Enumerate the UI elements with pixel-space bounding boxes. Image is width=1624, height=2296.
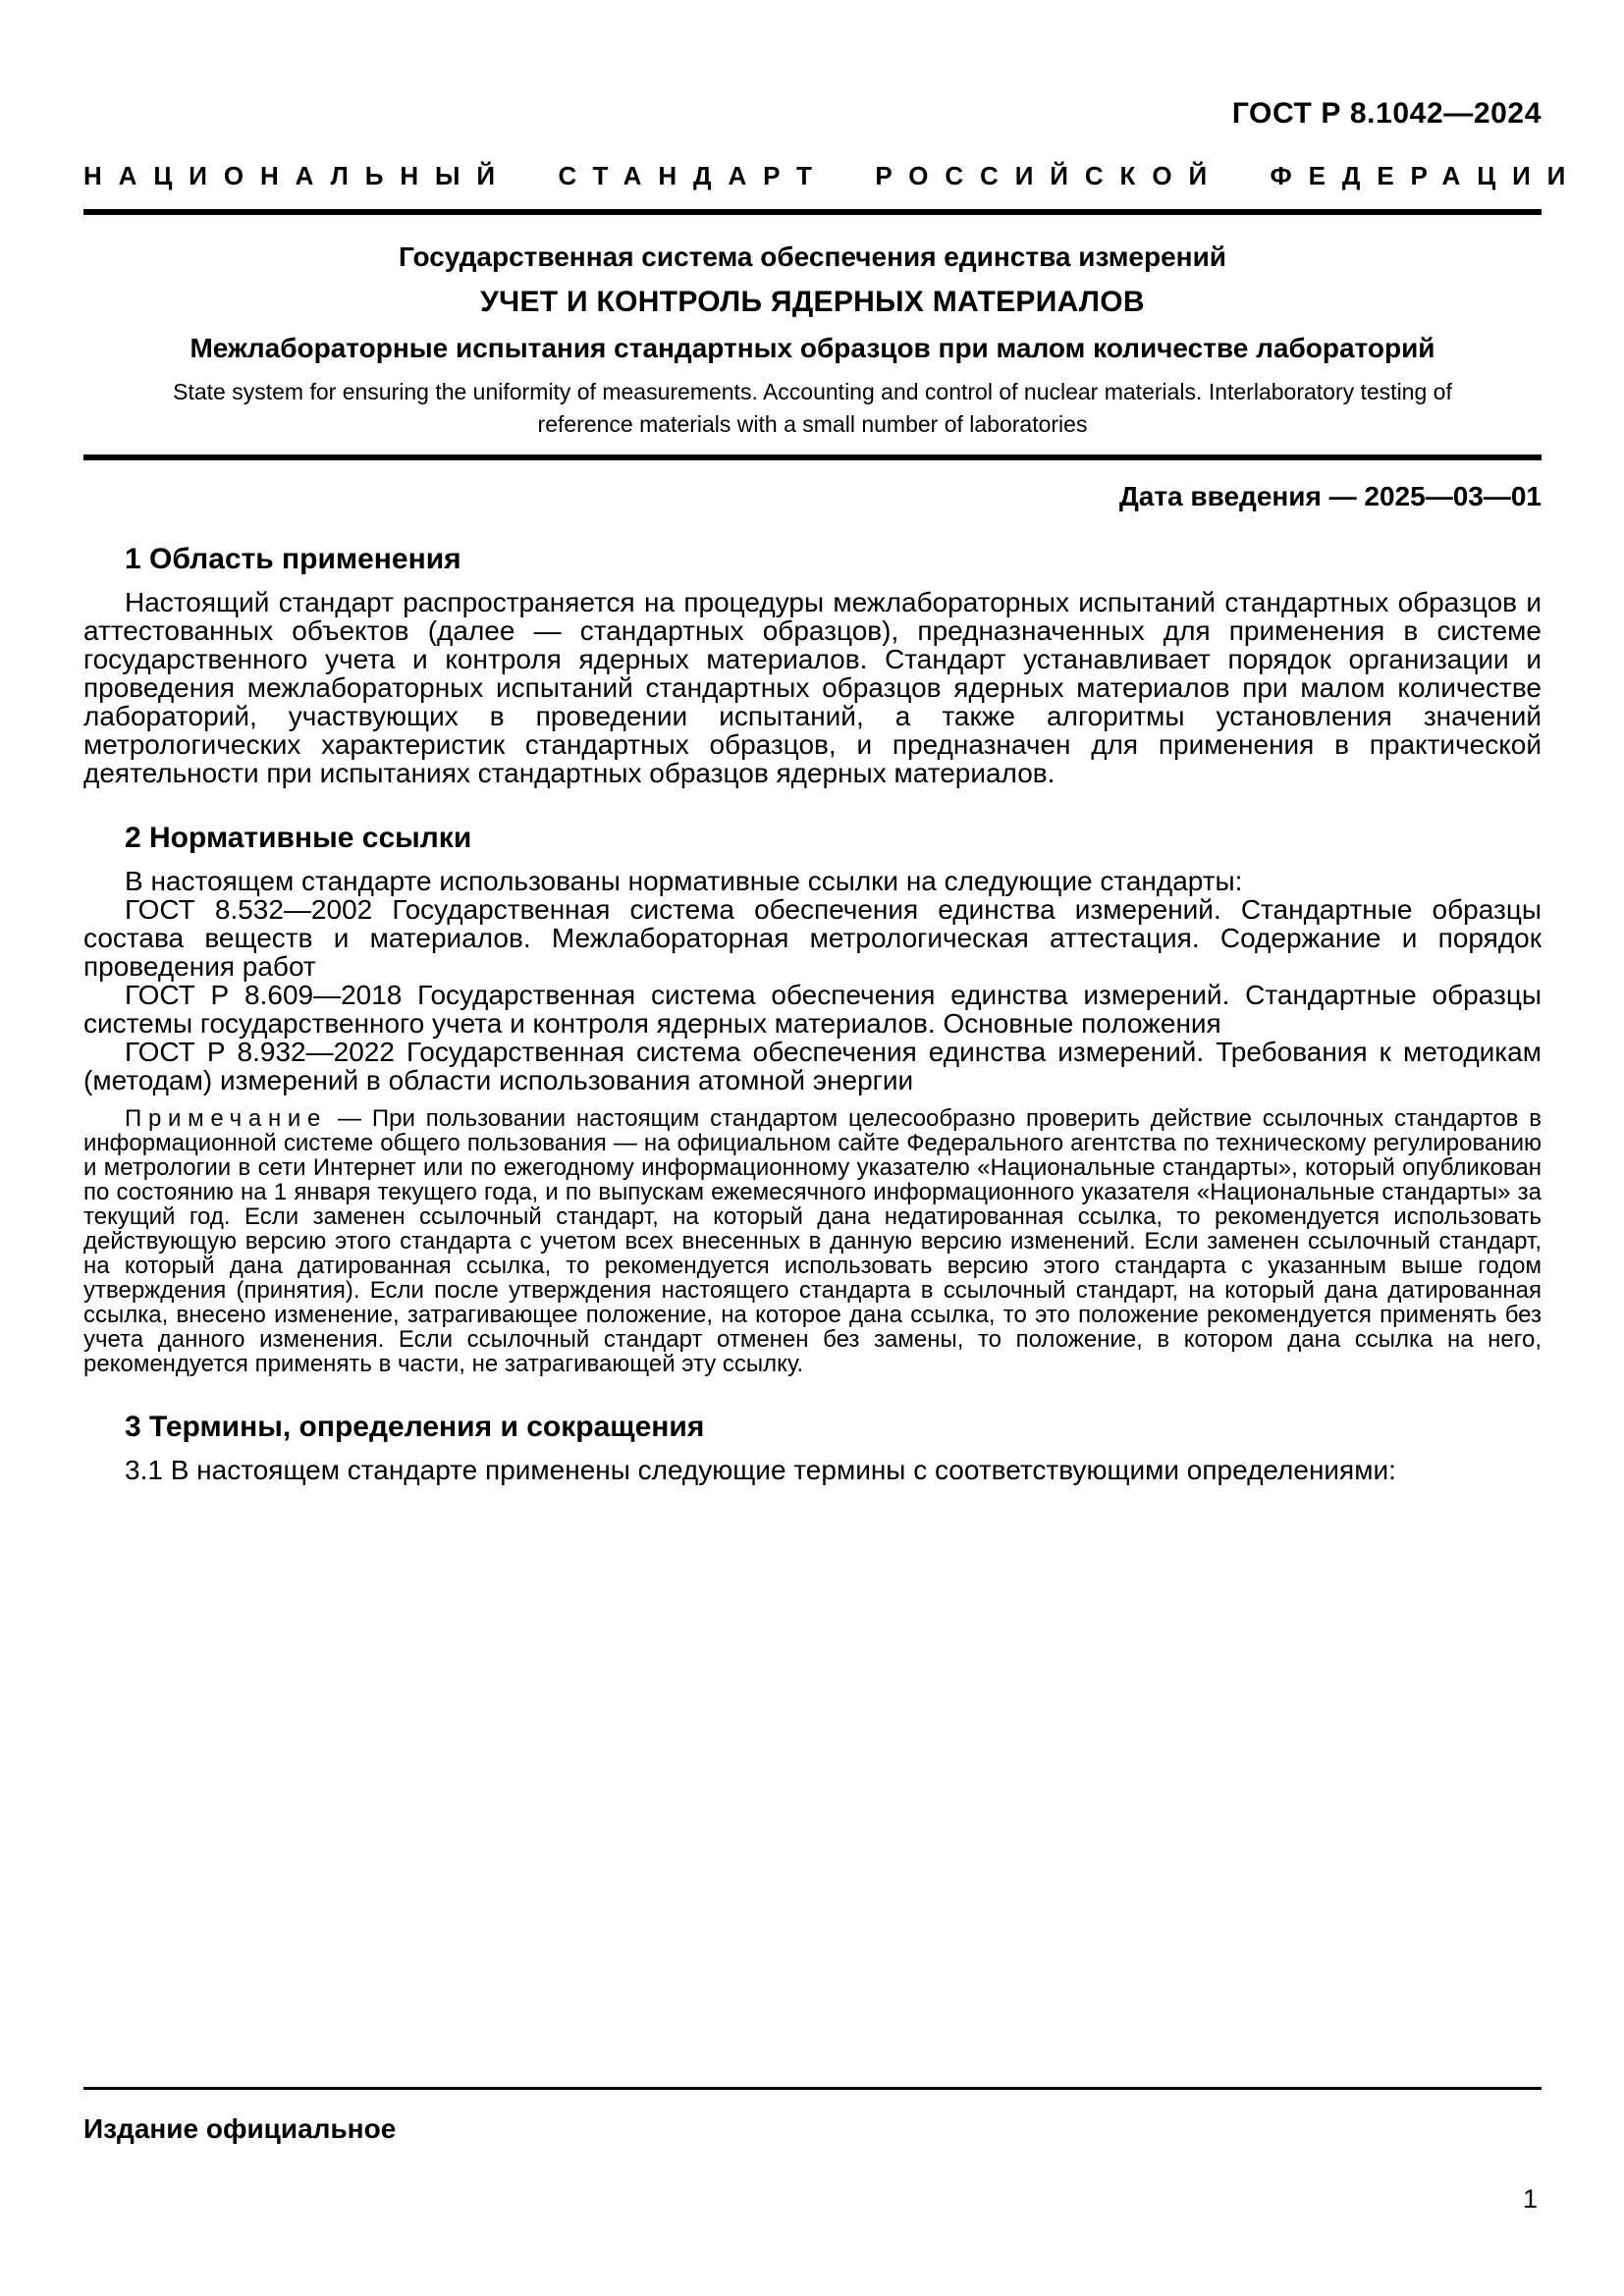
page-number: 1	[1522, 2184, 1538, 2214]
section-1-heading: 1 Область применения	[125, 543, 461, 575]
note-paragraph	[83, 1106, 1542, 1376]
title-main-line: УЧЕТ И КОНТРОЛЬ ЯДЕРНЫХ МАТЕРИАЛОВ	[480, 286, 1145, 318]
section-2-intro-paragraph: В настоящем стандарте использованы нормативные ссылки на следующие стандарты:	[125, 866, 1243, 896]
title-system-line: Государственная система обеспечения единства измерений	[398, 241, 1226, 272]
title-english-line: State system for ensuring the uniformity of measurements. Accounting and control of nuclear materials. Interlaboratory testing of reference materials with a small number of laboratories	[173, 379, 1452, 437]
reference-gost-8-532: ГОСТ 8.532—2002 Государственная система обеспечения единства измерений. Стандартные образцы состава веществ и материалов. Межлабораторная метрологическая аттестация. Содержание и порядок проведения работ	[83, 894, 1542, 982]
middle-divider	[83, 454, 1542, 460]
reference-gost-r-8-932: ГОСТ Р 8.932—2022 Государственная система обеспечения единства измерений. Требования к методикам (методам) измерений в области использования атомной энергии	[83, 1037, 1542, 1095]
doc-number: ГОСТ Р 8.1042—2024	[1231, 97, 1542, 130]
national-standard-banner: НАЦИОНАЛЬНЫЙ СТАНДАРТ РОССИЙСКОЙ ФЕДЕРАЦИИ	[83, 161, 1583, 190]
footer-divider	[83, 2087, 1542, 2090]
introduction-date: Дата введения — 2025—03—01	[1118, 481, 1542, 511]
edition-label: Издание официальное	[83, 2113, 397, 2144]
note-label: Примечание	[125, 1105, 328, 1132]
section-2-heading: 2 Нормативные ссылки	[125, 822, 472, 854]
section-1-paragraph: Настоящий стандарт распространяется на процедуры межлабораторных испытаний стандартных образцов и аттестованных объектов (далее — стандартных образцов), предназначенных для применения в системе государственного учета и контроля ядерных материалов. Стандарт устанавливает порядок организации и проведения межлабораторных испытаний стандартных образцов ядерных материалов при малом количестве лабораторий, участвующих в проведении испытаний, а также алгоритмы установления значений метрологических характеристик стандартных образцов, и предназначен для применения в практической деятельности при испытаниях стандартных образцов ядерных материалов.	[83, 587, 1542, 788]
section-3-paragraph: 3.1 В настоящем стандарте применены следующие термины с соответствующими определениями:	[125, 1455, 1396, 1485]
section-3-heading: 3 Термины, определения и сокращения	[125, 1411, 705, 1443]
reference-gost-r-8-609: ГОСТ Р 8.609—2018 Государственная система обеспечения единства измерений. Стандартные образцы системы государственного учета и контроля ядерных материалов. Основные положения	[83, 980, 1542, 1039]
note-text: — При пользовании настоящим стандартом целесообразно проверить действие ссылочных стандартов в информационной системе общего пользования — на официальном сайте Федерального агентства по техническому регулированию и метрологии в сети Интернет или по ежегодному информационному указателю «Национальные стандарты», который опубликован по состоянию на 1 января текущего года, и по выпускам ежемесячного информационного указателя «Национальные стандарты» за текущий год. Если заменен ссылочный стандарт, на который дана недатированная ссылка, то рекомендуется использовать действующую версию этого стандарта с учетом всех внесенных в данную версию изменений. Если заменен ссылочный стандарт, на который дана датированная ссылка, то рекомендуется использовать версию этого стандарта с указанным выше годом утверждения (принятия). Если после утверждения настоящего стандарта в ссылочный стандарт, на который дана датированная ссылка, внесено изменение, затрагивающее положение, на которое дана ссылка, то это положение рекомендуется применять без учета данного изменения. Если ссылочный стандарт отменен без замены, то положение, в котором дана ссылка на него, рекомендуется применять в части, не затрагивающей эту ссылку.	[83, 1105, 1542, 1377]
top-divider	[83, 209, 1542, 215]
title-block	[83, 240, 1542, 441]
title-subtitle-line: Межлабораторные испытания стандартных образцов при малом количестве лабораторий	[189, 333, 1435, 363]
